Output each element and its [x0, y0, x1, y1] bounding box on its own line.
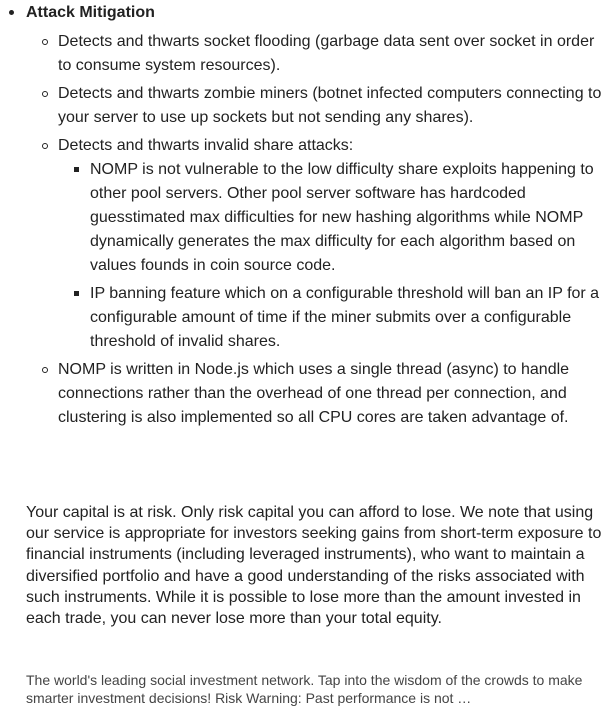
list-item-text: NOMP is written in Node.js which uses a single thread (async) to handle connections rather than the overhead of one thread per connection, and clustering is also implemented so all CPU cores are taken advantage of. [58, 361, 570, 426]
sublist-item [58, 158, 608, 278]
promo-link-text[interactable]: The world's leading social investment network. Tap into the wisdom of the crowds to make smarter investment decisions! Risk Warning: Past performance is not … [26, 672, 583, 706]
risk-warning-paragraph: Your capital is at risk. Only risk capital you can afford to lose. We note that using our service is appropriate for investors seeking gains from short-term exposure to financial instruments (including leveraged instruments), who want to maintain a diversified portfolio and have a good understanding of the risks associated with such instruments. While it is possible to lose more than the amount invested in each trade, you can never lose more than your total equity. [26, 504, 602, 628]
circle-bullet-icon [42, 143, 48, 149]
circle-bullet-icon [42, 91, 48, 97]
sublist-item-text: IP banning feature which on a configurable threshold will ban an IP for a configurable amount of time if the miner submits over a configurable threshold of invalid shares. [90, 285, 600, 350]
list-item [26, 30, 608, 78]
list-item [26, 358, 608, 430]
square-bullet-icon [74, 291, 79, 296]
circle-bullet-icon [42, 367, 48, 373]
sublist-item-text: NOMP is not vulnerable to the low difficulty share exploits happening to other pool servers. Other pool server software has hardcoded guesstimated max difficulties for new hashing algorithms while NOMP dynamically generates the max difficulty for each algorithm based on values founds in coin source code. [90, 161, 594, 274]
list-item-text: Detects and thwarts socket flooding (garbage data sent over socket in order to consume system resources). [58, 33, 595, 74]
square-bullet-icon [74, 167, 79, 172]
list-item [26, 134, 608, 354]
list-item [26, 82, 608, 130]
circle-bullet-icon [42, 39, 48, 45]
disc-bullet-icon [9, 10, 14, 15]
mitigation-list [26, 30, 608, 430]
invalid-share-sublist [58, 158, 608, 354]
sublist-item [58, 282, 608, 354]
section-heading: Attack Mitigation [26, 4, 155, 21]
list-item-text: Detects and thwarts zombie miners (botnet infected computers connecting to your server to use up sockets but not sending any shares). [58, 85, 602, 126]
list-item-text: Detects and thwarts invalid share attacks: [58, 137, 354, 154]
